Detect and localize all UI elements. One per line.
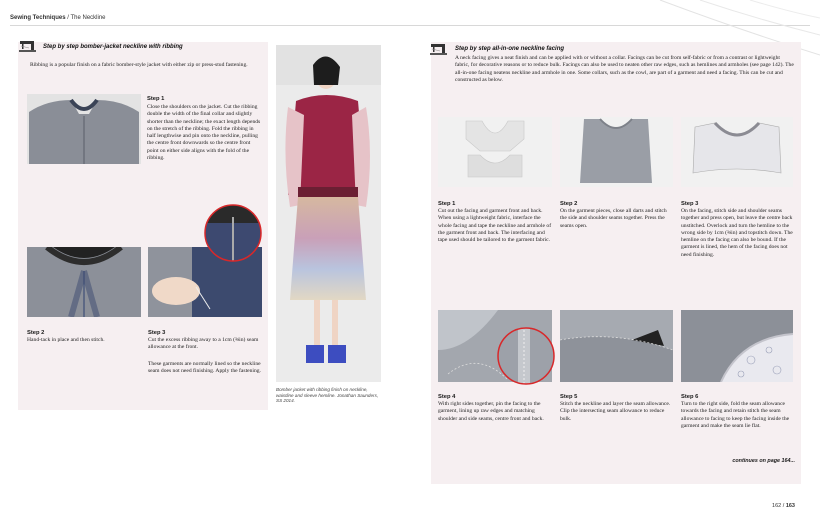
left-step3-note: These garments are normally lined so the neckline seam does not need finishing. Apply the fastening. xyxy=(148,361,261,375)
header-separator: / xyxy=(65,15,71,21)
right-step3-title: Step 3 xyxy=(681,201,699,207)
right-step1-title: Step 1 xyxy=(438,201,456,207)
step3-detail-circle xyxy=(203,203,263,263)
right-step3-photo xyxy=(681,117,793,187)
right-title: Step by step all-in-one neckline facing xyxy=(455,46,565,52)
right-step5-title: Step 5 xyxy=(560,394,578,400)
header-chapter: The Neckline xyxy=(70,15,106,21)
page-number-left: 162 xyxy=(772,503,782,509)
left-step2-text: Hand-tack in place and then stitch. xyxy=(27,337,105,343)
right-step5-photo xyxy=(560,310,673,382)
fashion-photo xyxy=(276,45,381,382)
step4-detail-circle xyxy=(496,326,556,386)
page-number-right: 163 xyxy=(785,503,795,509)
right-step3-text: On the facing, stitch side and shoulder seams together and press open, but leave the centre back unstitched. Overlock and turn the hemline to the wrong side by 1cm (⅜in) and topstitch down. The hemline on the facing can also be bound. If the garment is lined, the hem of the facing does not need finishing. xyxy=(681,208,793,258)
right-step6-title: Step 6 xyxy=(681,394,699,400)
sewing-machine-icon xyxy=(430,42,448,56)
right-step1-photo xyxy=(438,117,552,187)
continues-note: continues on page 164... xyxy=(732,458,795,464)
left-step2-title: Step 2 xyxy=(27,330,45,336)
step2-photo xyxy=(27,247,141,317)
fashion-caption: Bomber jacket with ribbing finish on neckline, waistline and sleeve hemline. Jonathan Saunders, SS 2014. xyxy=(276,387,379,404)
right-step2-title: Step 2 xyxy=(560,201,578,207)
left-step3-title: Step 3 xyxy=(148,330,166,336)
sewing-machine-icon xyxy=(19,39,37,53)
header-section: Sewing Techniques xyxy=(10,15,66,21)
left-intro: Ribbing is a popular finish on a fabric bomber-style jacket with either zip or press-stud fastening. xyxy=(30,62,248,68)
right-step6-photo xyxy=(681,310,793,382)
page-numbers xyxy=(755,503,795,509)
right-step2-text: On the garment pieces, close all darts and stitch the side and shoulder seams together. Press the seams open. xyxy=(560,208,667,229)
right-intro: A neck facing gives a neat finish and can be applied with or without a collar. Facings can be cut from self-fabric or from a contrast or lightweight fabric, for decorative reasons or to reduce bulk. Facings can also be used to neaten other raw edges, such as hemlines and armholes (see page 142). The all-in-one facing neatens neckline and armhole in one. Some collars, such as the cowl, are part of a garment and need a facing. This can be cut and constructed as below. xyxy=(455,55,794,83)
left-step3-text: Cut the excess ribbing away to a 1cm (⅜in) seam allowance at the front. xyxy=(148,337,259,351)
right-step1-text: Cut out the facing and garment front and back. When using a lightweight fabric, interface the whole facing and tape the neckline and armhole of the garment front and back. The interfacing and tape used should be tailored to the garment fabric. xyxy=(438,208,552,244)
step1-photo xyxy=(27,94,141,164)
left-step1-text: Close the shoulders on the jacket. Cut the ribbing double the width of the final collar and slightly shorter than the neckline; the exact length depends on the stretch of the ribbing. Fold the ribbing in half lengthwise and pin onto the neckline, pulling the centre front downwards so the centre front point on either side aligns with the fold of the ribbing. xyxy=(147,104,261,162)
left-title: Step by step bomber-jacket neckline with ribbing xyxy=(43,44,183,50)
running-header xyxy=(10,15,106,21)
right-step2-photo xyxy=(560,117,673,187)
right-step5-text: Stitch the neckline and layer the seam allowance. Clip the intersecting seam allowance to reduce bulk. xyxy=(560,401,671,422)
right-step4-title: Step 4 xyxy=(438,394,456,400)
page-number-sep: / xyxy=(781,503,786,509)
right-step6-text: Turn to the right side, fold the seam allowance towards the facing and retain stitch the seam allowance to facing to keep the facing inside the garment and make the seam lie flat. xyxy=(681,401,790,429)
left-step1-title: Step 1 xyxy=(147,96,165,102)
right-step4-text: With right sides together, pin the facing to the garment, lining up raw edges and matching shoulder and side seams, centre front and back. xyxy=(438,401,544,422)
